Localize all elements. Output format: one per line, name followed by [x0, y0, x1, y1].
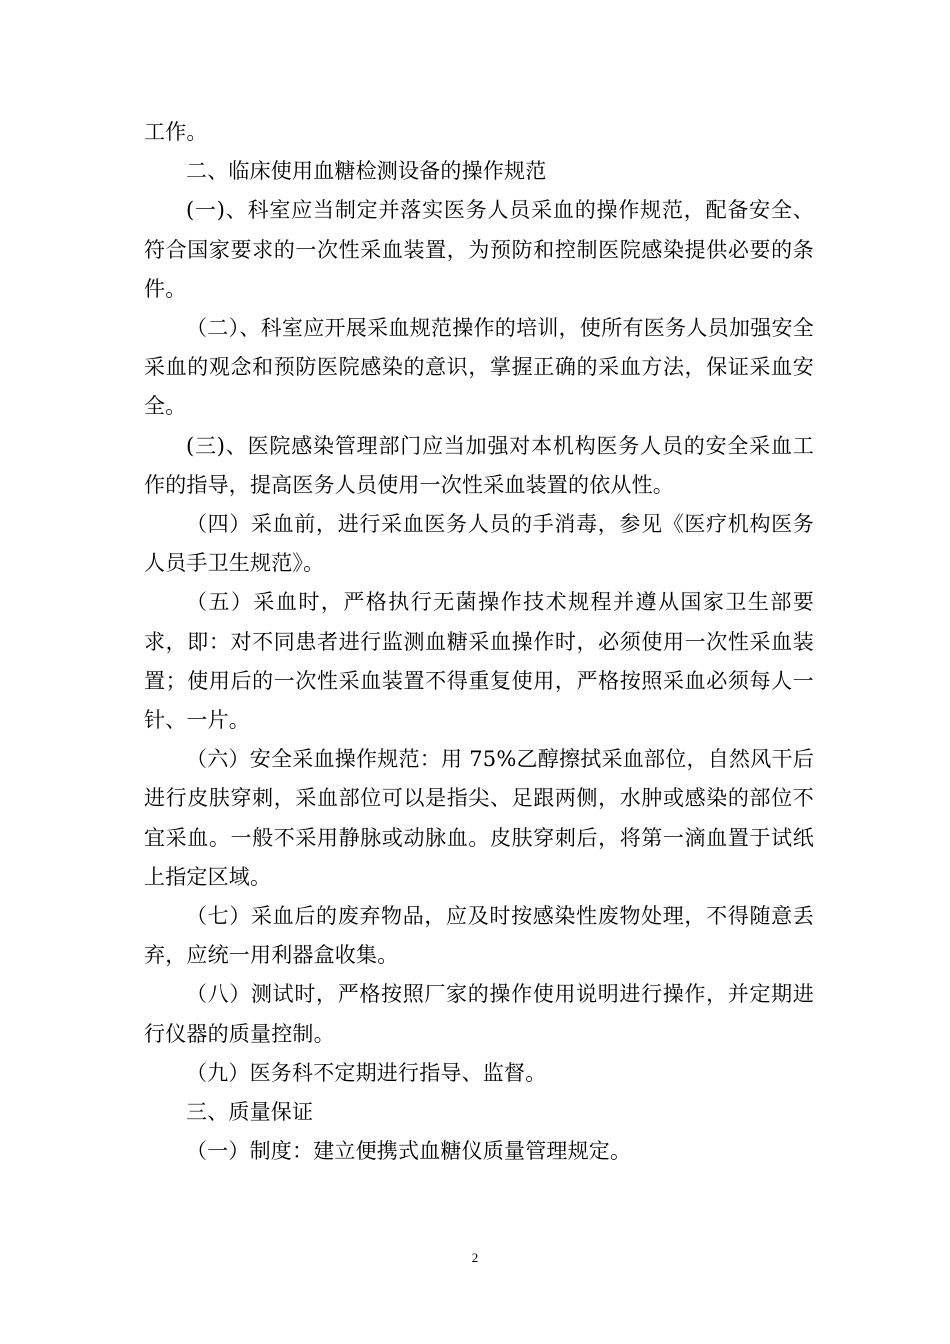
document-body [144, 113, 814, 1171]
paragraph-item-5: （五）采血时，严格执行无菌操作技术规程并遵从国家卫生部要求，即：对不同患者进行监测血糖采血操作时，必须使用一次性采血装置；使用后的一次性采血装置不得重复使用，严格按照采血必须每人一针、一片。 [144, 590, 814, 733]
section-heading-quality-assurance: 三、质量保证 [186, 1100, 314, 1125]
paragraph-item-7: （七）采血后的废弃物品，应及时按感染性废物处理，不得随意丢弃，应统一用利器盒收集。 [144, 904, 814, 968]
paragraph-item-8: （八）测试时，严格按照厂家的操作使用说明进行操作，并定期进行仪器的质量控制。 [144, 982, 814, 1046]
page-number: 2 [471, 1250, 479, 1265]
paragraph-quality-item-1: （一）制度：建立便携式血糖仪质量管理规定。 [186, 1139, 632, 1164]
paragraph-item-6: （六）安全采血操作规范：用 75%乙醇擦拭采血部位，自然风干后进行皮肤穿刺，采血部位可以是指尖、足跟两侧，水肿或感染的部位不宜采血。一般不采用静脉或动脉血。皮肤穿刺后，将第一滴血置于试纸上指定区域。 [144, 747, 814, 889]
paragraph-item-1: (一)、科室应当制定并落实医务人员采血的操作规范，配备安全、符合国家要求的一次性采血装置，为预防和控制医院感染提供必要的条件。 [144, 198, 814, 301]
section-heading-operation-standards: 二、临床使用血糖检测设备的操作规范 [186, 159, 547, 184]
paragraph-item-9: （九）医务科不定期进行指导、监督。 [186, 1060, 547, 1085]
paragraph-item-3: (三)、医院感染管理部门应当加强对本机构医务人员的安全采血工作的指导，提高医务人员使用一次性采血装置的依从性。 [144, 433, 814, 497]
paragraph-item-2: （二）、科室应开展采血规范操作的培训，使所有医务人员加强安全采血的观念和预防医院感染的意识，掌握正确的采血方法，保证采血安全。 [144, 316, 814, 419]
paragraph-continuation: 工作。 [144, 120, 208, 144]
paragraph-item-4: （四）采血前，进行采血医务人员的手消毒，参见《医疗机构医务人员手卫生规范》。 [144, 512, 814, 576]
